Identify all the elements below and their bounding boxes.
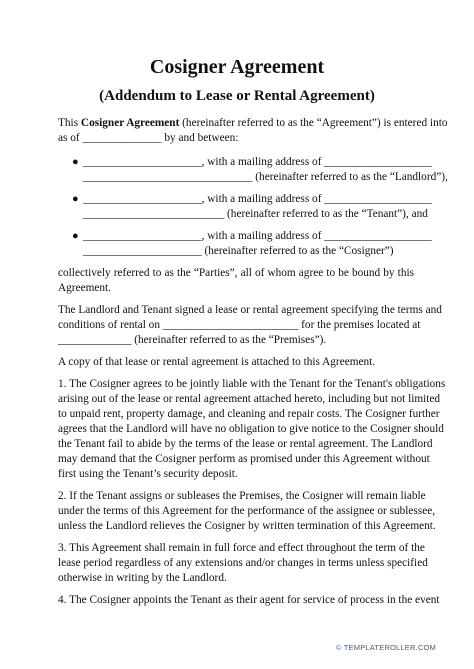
- clause-1-line: the Tenant fail to abide by the terms of the lease or rental agreement. The Landlord: [58, 438, 433, 450]
- collectively-line-2: Agreement.: [58, 282, 112, 294]
- clause-1-line: to unpaid rent, property damage, and cleaning and repair costs. The Cosigner further: [58, 408, 440, 420]
- party-cosigner-line-2[interactable]: _____________________ (hereinafter referred to as the “Cosigner”): [83, 245, 394, 257]
- date-blank[interactable]: ______________: [82, 132, 162, 144]
- bullet-icon: ●: [72, 230, 79, 242]
- clause-2-line: unless the Landlord relieves the Cosigner by written termination of this Agreement.: [58, 520, 436, 532]
- clause-1-line: first using the Tenant’s security deposit.: [58, 468, 238, 480]
- intro-pre: This: [58, 117, 81, 129]
- lease-para-line-1: The Landlord and Tenant signed a lease or rental agreement specifying the terms and: [58, 304, 442, 316]
- document-subtitle: (Addendum to Lease or Rental Agreement): [99, 88, 375, 104]
- clause-1-line: arising out of the lease or rental agreement attached hereto, including but not limited: [58, 393, 441, 405]
- copy-attached-line: A copy of that lease or rental agreement is attached to this Agreement.: [58, 356, 376, 368]
- clause-1-line: 1. The Cosigner agrees to be jointly liable with the Tenant for the Tenant's obligations: [58, 378, 446, 390]
- clause-3-line: lease period regardless of any extensions and/or changes in terms unless specified: [58, 557, 428, 569]
- templateroller-footer-link[interactable]: [336, 643, 436, 652]
- bullet-icon: ●: [72, 193, 79, 205]
- collectively-line-1: collectively referred to as the “Parties”, all of whom agree to be bound by this: [58, 267, 414, 279]
- copyright-icon: ©: [335, 643, 342, 652]
- clause-1-line: agrees that the Landlord will have no obligation to give notice to the Cosigner should: [58, 423, 444, 435]
- document-title: Cosigner Agreement: [149, 56, 325, 78]
- party-tenant-line-1[interactable]: _____________________, with a mailing address of ___________________: [83, 193, 432, 205]
- clause-3-line: 3. This Agreement shall remain in full force and effect throughout the term of the: [58, 542, 425, 554]
- intro-line-1: [58, 116, 448, 130]
- intro-line-2: [58, 131, 238, 145]
- intro-between: by and between:: [161, 132, 239, 144]
- intro-bold-term: Cosigner Agreement: [80, 117, 180, 129]
- intro-asof: as of: [58, 132, 83, 144]
- intro-post: (hereinafter referred to as the “Agreement”) is entered into: [179, 117, 448, 129]
- clause-1-line: may demand that the Cosigner perform as promised under this Agreement without: [58, 453, 430, 465]
- party-tenant-line-2[interactable]: _________________________ (hereinafter referred to as the “Tenant”), and: [83, 208, 428, 220]
- lease-para-line-2[interactable]: conditions of rental on ________________________ for the premises located at: [58, 319, 421, 331]
- lease-para-line-3[interactable]: _____________ (hereinafter referred to as the “Premises”).: [58, 334, 327, 346]
- bullet-icon: ●: [72, 156, 79, 168]
- clause-3-line: otherwise in writing by the Landlord.: [58, 572, 227, 584]
- clause-2-line: under the terms of this Agreement for the performance of the assignee or sublessee,: [58, 505, 436, 517]
- party-cosigner-line-1[interactable]: _____________________, with a mailing address of ___________________: [83, 230, 432, 242]
- footer-text: TEMPLATEROLLER.COM: [343, 643, 436, 652]
- party-landlord-line-1[interactable]: _____________________, with a mailing address of ___________________: [83, 156, 432, 168]
- party-landlord-line-2[interactable]: ______________________________ (hereinafter referred to as the “Landlord”),: [83, 171, 448, 183]
- clause-2-line: 2. If the Tenant assigns or subleases the Premises, the Cosigner will remain liable: [58, 490, 426, 502]
- clause-4-line: 4. The Cosigner appoints the Tenant as their agent for service of process in the event: [58, 594, 440, 606]
